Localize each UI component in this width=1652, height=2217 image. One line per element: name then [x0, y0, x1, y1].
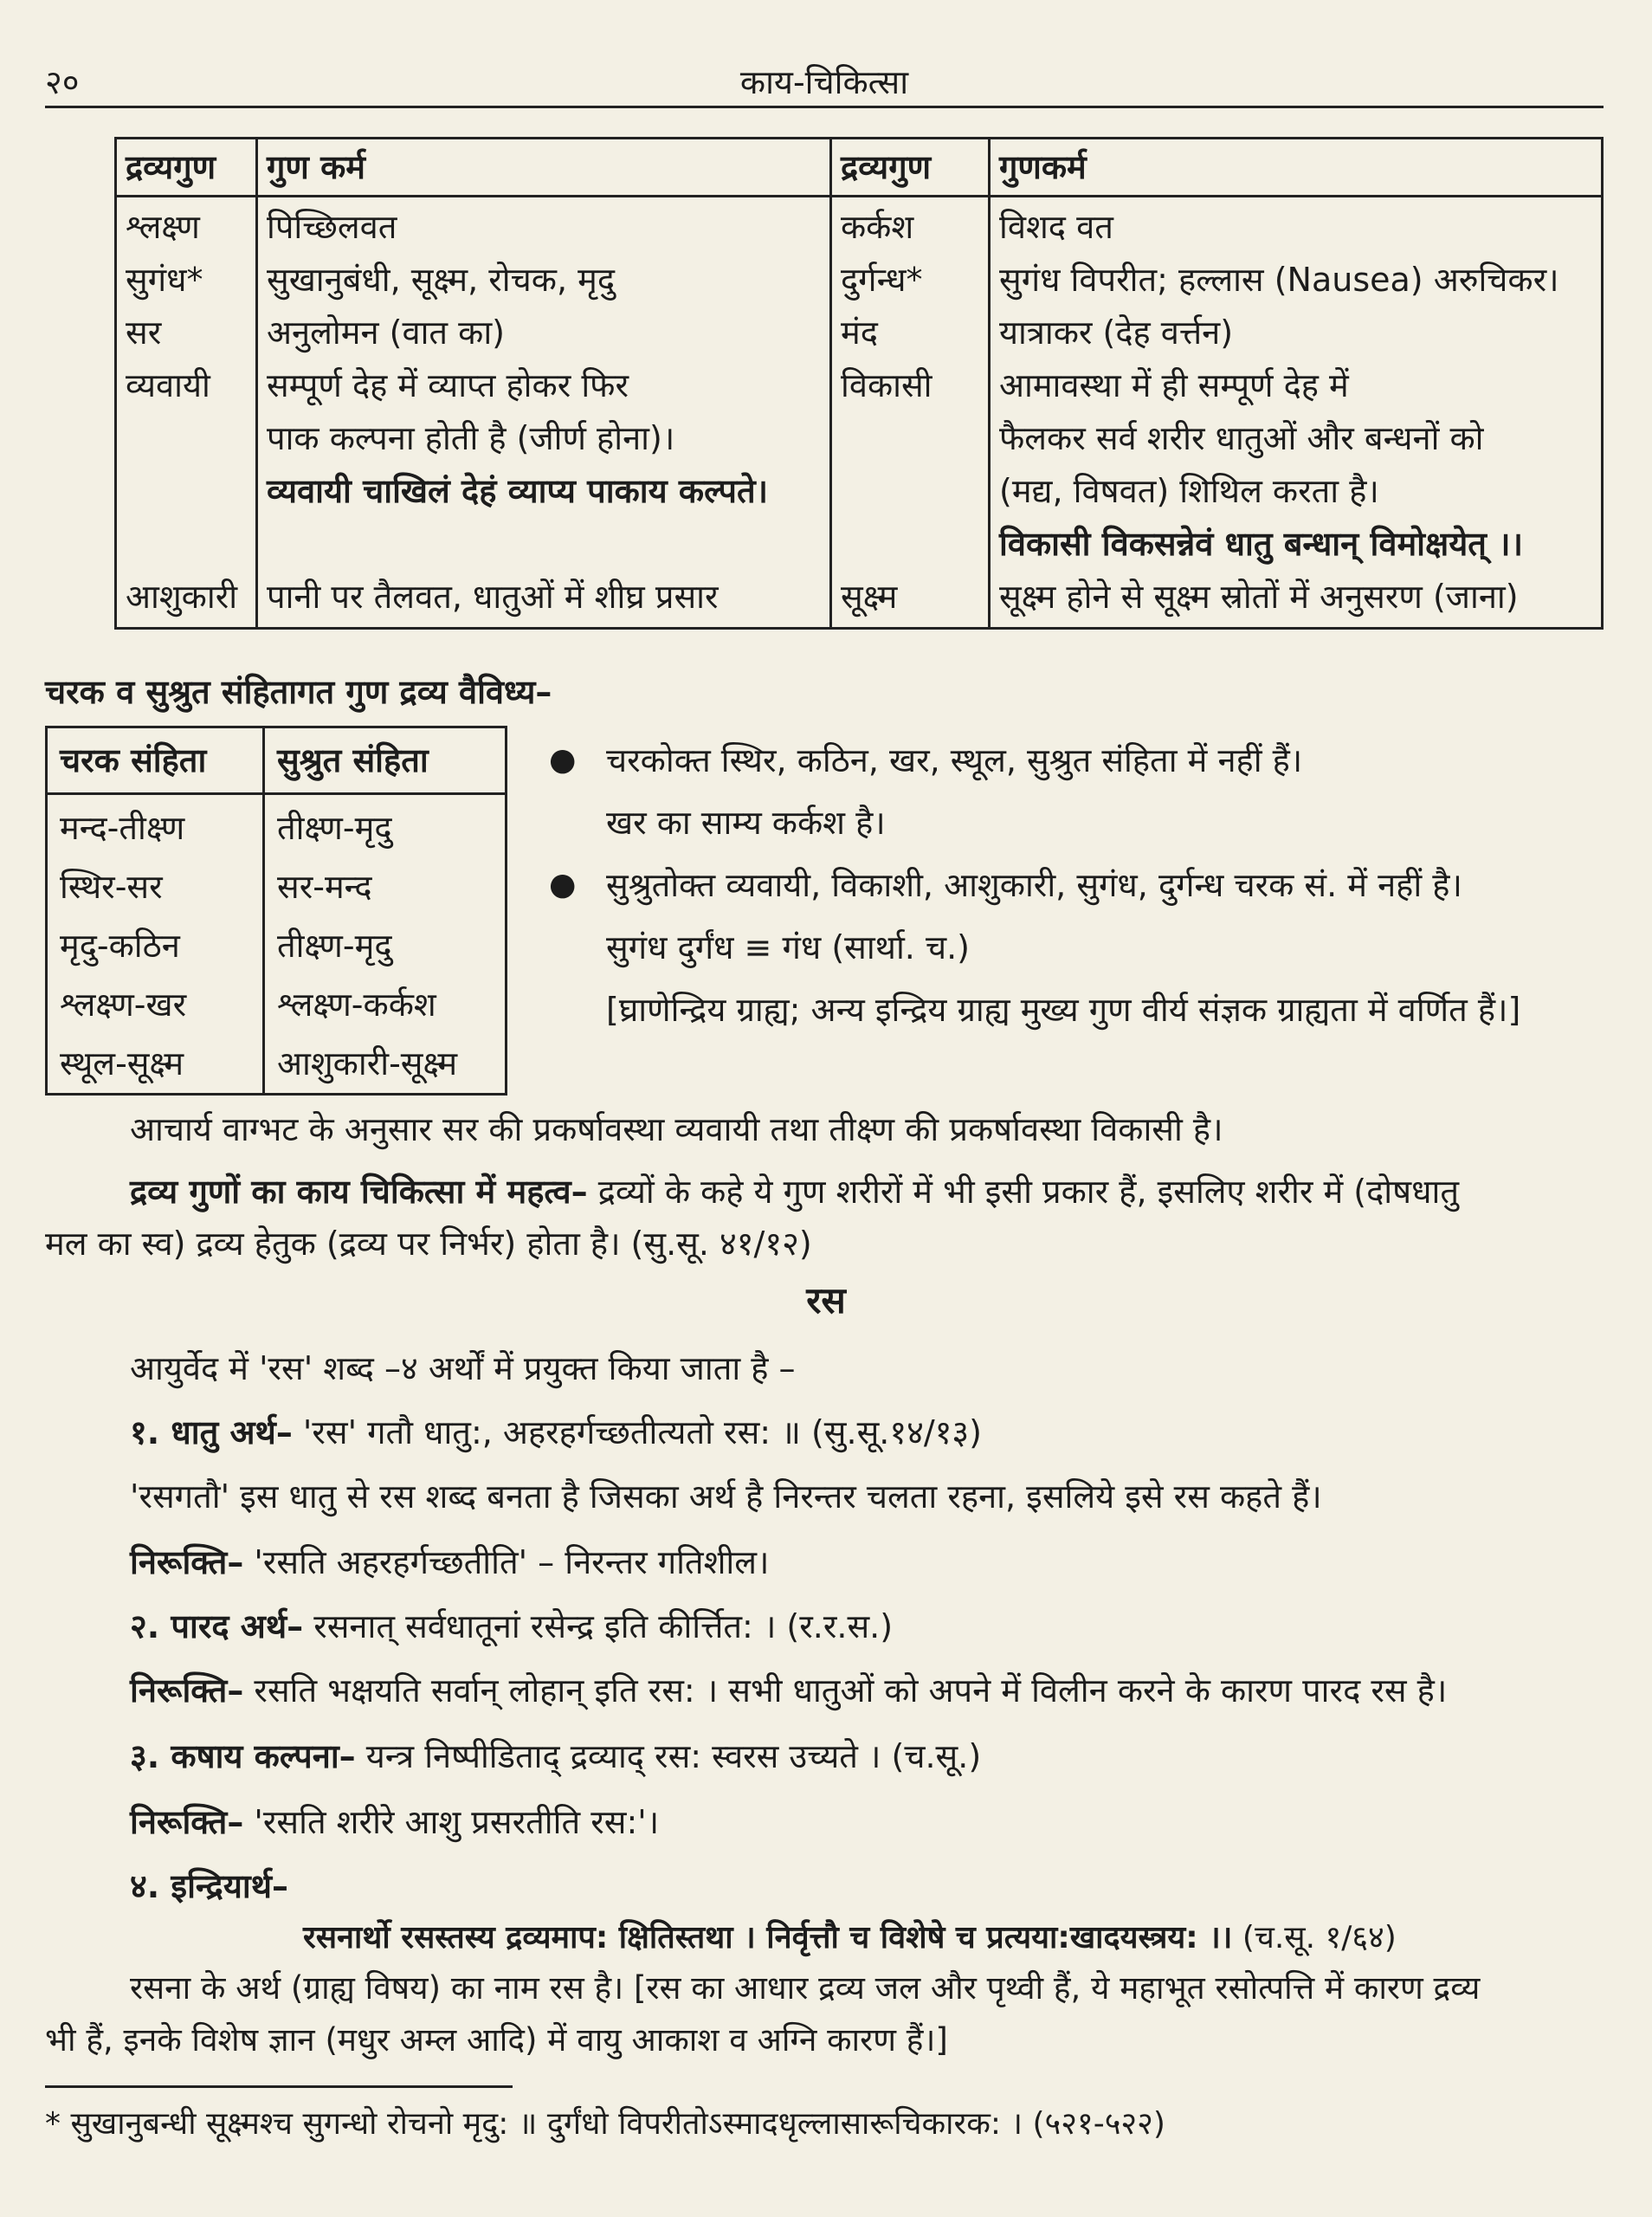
paragraph: आचार्य वाग्भट के अनुसार सर की प्रकर्षावस्था व्यवायी तथा तीक्ष्ण की प्रकर्षावस्था विकासी है। — [130, 1110, 1223, 1148]
table-cell: श्लक्ष्ण-खर — [47, 975, 264, 1034]
cell-text: सुखानुबंधी, सूक्ष्म, रोचक, मृदु — [267, 261, 616, 299]
list-item-continuation: सुगंध दुर्गंध ≡ गंध (सार्था. च.) — [606, 928, 970, 966]
paragraph-text: यन्त्र निष्पीडिताद् द्रव्याद् रस: स्वरस उच्यते । (च.सू.) — [355, 1737, 982, 1775]
paragraph — [130, 1405, 982, 1460]
table-header-row — [116, 139, 1603, 197]
gunakarma-col-2 — [990, 197, 1603, 629]
table-row — [47, 975, 507, 1034]
verse — [303, 1910, 1397, 1966]
col-header: द्रव्यगुण — [116, 139, 257, 197]
table-cell: तीक्ष्ण-मृदु — [264, 794, 507, 858]
paragraph-lead: द्रव्य गुणों का काय चिकित्सा में महत्व– — [130, 1173, 588, 1211]
cell-text: आमावस्था में ही सम्पूर्ण देह में — [999, 366, 1349, 404]
cell-text: सूक्ष्म — [841, 578, 898, 616]
table-row — [47, 1034, 507, 1095]
cell-verse: व्यवायी चाखिलं देहं व्याप्य पाकाय कल्पते। — [267, 472, 769, 510]
paragraph — [130, 1794, 659, 1850]
table-cell: स्थूल-सूक्ष्म — [47, 1034, 264, 1095]
paragraph: 'रसगतौ' इस धातु से रस शब्द बनता है जिसका अर्थ है निरन्तर चलता रहना, इसलिये इसे रस कहते हैं। — [130, 1477, 1322, 1516]
comparison-notes — [545, 729, 1628, 1041]
cell-text: फैलकर सर्व शरीर धातुओं और बन्धनों को — [999, 419, 1484, 457]
paragraph-lead: १. धातु अर्थ– — [130, 1413, 293, 1451]
paragraph — [130, 1535, 769, 1590]
bullet-icon: ● — [549, 742, 577, 778]
paragraph-text: 'रस' गतौ धातु:, अहरहर्गच्छतीत्यतो रस: ॥ (सु.सू.१४/१३) — [292, 1413, 983, 1451]
paragraph — [130, 1729, 981, 1784]
table-row — [116, 197, 1603, 629]
paragraph-lead: निरूक्ति– — [130, 1803, 244, 1841]
cell-text: व्यवायी — [126, 366, 210, 404]
bullet-text: चरकोक्त स्थिर, कठिन, खर, स्थूल, सुश्रुत संहिता में नहीं हैं। — [606, 741, 1303, 779]
running-title: काय-चिकित्सा — [739, 63, 909, 101]
col-header: द्रव्यगुण — [831, 139, 990, 197]
bullet-icon: ● — [549, 867, 577, 902]
cell-text: कर्कश — [841, 208, 914, 246]
cell-text: विशद वत — [999, 208, 1113, 246]
cell-text: विकासी — [841, 366, 932, 404]
table-cell: सर-मन्द — [264, 857, 507, 916]
list-item-continuation: खर का साम्य कर्कश है। — [606, 804, 886, 842]
page-header — [45, 54, 1604, 108]
dravyaguna-col-2 — [831, 197, 990, 629]
cell-text: सुगंध* — [126, 261, 203, 299]
paragraph-text: 'रसति अहरहर्गच्छतीति' – निरन्तर गतिशील। — [243, 1543, 770, 1581]
table-cell: मृदु-कठिन — [47, 916, 264, 975]
guna-karma-table — [114, 137, 1604, 630]
paragraph-line: भी हैं, इनके विशेष ज्ञान (मधुर अम्ल आदि) में वायु आकाश व अग्नि कारण हैं।] — [45, 2021, 948, 2059]
paragraph-lead: निरूक्ति– — [130, 1671, 244, 1710]
table-cell: तीक्ष्ण-मृदु — [264, 916, 507, 975]
page-number: २० — [45, 63, 80, 101]
bullet-text: सुश्रुतोक्त व्यवायी, विकाशी, आशुकारी, सुगंध, दुर्गन्ध चरक सं. में नहीं है। — [606, 866, 1462, 904]
table-header-row — [47, 727, 507, 794]
paragraph — [130, 1164, 1459, 1219]
cell-text: आशुकारी — [126, 578, 238, 616]
paragraph-lead: २. पारद अर्थ– — [130, 1607, 304, 1645]
cell-text: यात्राकर (देह वर्त्तन) — [999, 313, 1234, 352]
verse-text: रसनार्थो रसस्तस्य द्रव्यमाप: क्षितिस्तथा । निर्वृत्तौ च विशेषे च प्रत्यया:खादयस्त्रय: ।। — [303, 1920, 1233, 1955]
dravyaguna-col-1 — [116, 197, 257, 629]
cell-text: पाक कल्पना होती है (जीर्ण होना)। — [267, 419, 675, 457]
cell-text: पिच्छिलवत — [267, 208, 397, 246]
cell-verse: विकासी विकसन्नेवं धातु बन्धान् विमोक्षयेत् ।। — [999, 525, 1523, 563]
paragraph-text: रसति भक्षयति सर्वान् लोहान् इति रस: । सभी धातुओं को अपने में विलीन करने के कारण पारद रस है। — [243, 1671, 1448, 1710]
heading-rasa: रस — [806, 1279, 846, 1322]
cell-text: सुगंध विपरीत; हल्लास (Nausea) अरुचिकर। — [999, 261, 1559, 299]
cell-text: अनुलोमन (वात का) — [267, 313, 506, 352]
paragraph-lead: निरूक्ति– — [130, 1543, 244, 1581]
table-cell: स्थिर-सर — [47, 857, 264, 916]
table-row — [47, 794, 507, 858]
col-header: गुणकर्म — [990, 139, 1603, 197]
paragraph-text: द्रव्यों के कहे ये गुण शरीरों में भी इसी प्रकार हैं, इसलिए शरीर में (दोषधातु — [587, 1173, 1459, 1211]
table-cell: आशुकारी-सूक्ष्म — [264, 1034, 507, 1095]
charak-sushrut-table — [45, 726, 507, 1096]
paragraph-lead: ४. इन्द्रियार्थ– — [130, 1867, 289, 1905]
verse-reference: (च.सू. १/६४) — [1232, 1920, 1397, 1955]
cell-text: श्लक्ष्ण — [126, 208, 200, 246]
paragraph: रसना के अर्थ (ग्राह्य विषय) का नाम रस है। [रस का आधार द्रव्य जल और पृथ्वी हैं, ये महाभूत रसोत्पत्ति में कारण द्रव्य — [130, 1969, 1481, 2007]
list-item — [545, 729, 1628, 792]
gunakarma-col-1 — [257, 197, 831, 629]
cell-text: सर — [126, 313, 162, 352]
col-header: सुश्रुत संहिता — [264, 727, 507, 794]
paragraph — [130, 1599, 893, 1654]
col-header: गुण कर्म — [257, 139, 831, 197]
paragraph-lead: ३. कषाय कल्पना– — [130, 1737, 356, 1775]
footnote: * सुखानुबन्धी सूक्ष्मश्च सुगन्धो रोचनो मृदु: ॥ दुर्गंधो विपरीतोऽस्मादधृल्लासारूचिकारक: । (५२१-५२२) — [45, 2106, 1165, 2142]
paragraph-text: रसनात् सर्वधातूनां रसेन्द्र इति कीर्त्तित: । (र.र.स.) — [303, 1607, 894, 1645]
table-cell: श्लक्ष्ण-कर्कश — [264, 975, 507, 1034]
col-header: चरक संहिता — [47, 727, 264, 794]
paragraph — [130, 1663, 1447, 1718]
cell-text: सूक्ष्म होने से सूक्ष्म स्रोतों में अनुसरण (जाना) — [999, 578, 1519, 616]
paragraph: आयुर्वेद में 'रस' शब्द –४ अर्थों में प्रयुक्त किया जाता है – — [130, 1349, 796, 1387]
table-row — [47, 857, 507, 916]
cell-text: (मद्य, विषवत) शिथिल करता है। — [999, 472, 1379, 510]
list-item-continuation: [घ्राणेन्द्रिय ग्राह्य; अन्य इन्द्रिय ग्राह्य मुख्य गुण वीर्य संज्ञक ग्राह्यता में वर्णित हैं।] — [606, 991, 1521, 1029]
cell-text: पानी पर तैलवत, धातुओं में शीघ्र प्रसार — [267, 578, 719, 616]
footnote-rule — [45, 2085, 513, 2088]
section-heading: चरक व सुश्रुत संहितागत गुण द्रव्य वैविध्य– — [45, 673, 552, 711]
table-row — [47, 916, 507, 975]
list-item — [545, 854, 1628, 916]
paragraph-text: 'रसति शरीरे आशु प्रसरतीति रस:'। — [243, 1803, 660, 1841]
cell-text: सम्पूर्ण देह में व्याप्त होकर फिर — [267, 366, 629, 404]
paragraph-line: मल का स्व) द्रव्य हेतुक (द्रव्य पर निर्भर) होता है। (सु.सू. ४१/१२) — [45, 1225, 812, 1263]
table-cell: मन्द-तीक्ष्ण — [47, 794, 264, 858]
cell-text: मंद — [841, 313, 878, 352]
cell-text: दुर्गन्ध* — [841, 261, 923, 299]
